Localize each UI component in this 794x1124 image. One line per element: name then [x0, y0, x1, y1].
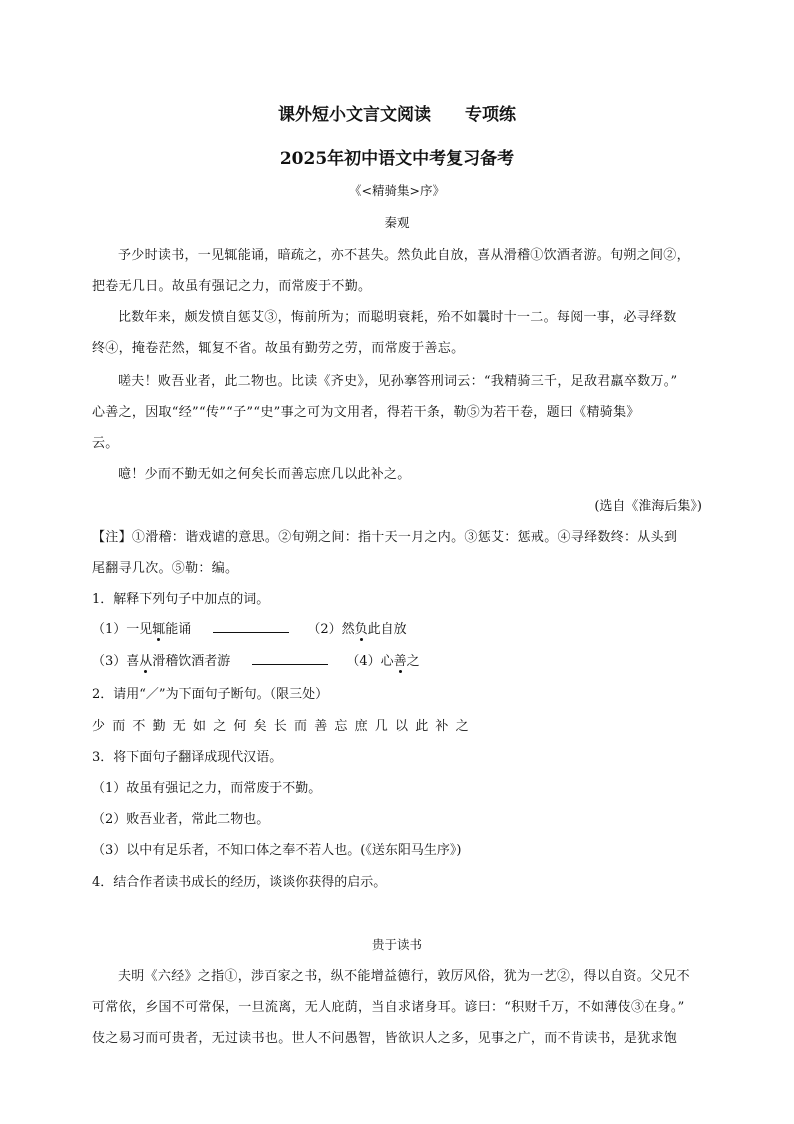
page-subtitle: 2025年初中语文中考复习备考	[279, 149, 515, 169]
dotted-word: 辄	[152, 622, 166, 637]
passage1-line: 予少时读书，一见辄能诵，暗疏之，亦不甚失。然负此自放，喜从滑稽①饮酒者游。旬朔之间②，	[118, 248, 690, 263]
passage2-line: 夫明《六经》之指①，涉百家之书，纵不能增益德行，敦厉风俗，犹为一艺②，得以自资。父兄不	[118, 969, 690, 984]
question-4-prompt: 4．结合作者读书成长的经历，谈谈你获得的启示。	[92, 875, 387, 890]
dotted-word: 负	[354, 622, 368, 637]
question-1-prompt: 1．解释下列句子中加点的词。	[92, 592, 270, 607]
question-1-item-post: 之	[406, 654, 420, 669]
passage1-note: 尾翻寻几次。⑤勒：编。	[92, 561, 239, 576]
question-3-prompt: 3．将下面句子翻译成现代汉语。	[92, 750, 283, 765]
question-1-item-post: 滑稽饮酒者游	[152, 654, 231, 669]
passage1-line: 终④，掩卷茫然，辄复不省。故虽有勤劳之劳，而常废于善忘。	[92, 341, 465, 356]
passage1-line: 把卷无几日。故虽有强记之力，而常废于不勤。	[92, 279, 372, 294]
passage1-title: 《<精骑集>序》	[349, 183, 445, 198]
passage2-title: 贵于读书	[371, 937, 422, 952]
question-1-row	[92, 618, 407, 637]
passage1-author: 秦观	[384, 215, 410, 230]
question-2-prompt: 2．请用“／”为下面句子断句。（限三处）	[92, 687, 329, 702]
question-1-item-post: 能诵	[165, 622, 192, 637]
answer-blank[interactable]	[213, 620, 289, 633]
question-1-item-pre: （2）然	[307, 622, 355, 637]
question-2-sentence: 少而不勤无如之何矣长而善忘庶几以此补之	[92, 719, 476, 734]
question-3-item: （2）败吾业者，常此二物也。	[92, 812, 270, 827]
question-1-item-pre: （3）喜	[92, 654, 140, 669]
passage1-line: 心善之，因取“经”“传”“子”“史”事之可为文用者，得若干条，勒⑤为若干卷，题曰《精骑集》	[92, 405, 640, 420]
passage2-line: 可常依，乡国不可常保，一旦流离，无人庇荫，当自求诸身耳。谚曰：“积财千万，不如薄伎③在身。”	[92, 1000, 685, 1015]
question-1-item-post: 此自放	[367, 622, 407, 637]
answer-blank[interactable]	[252, 652, 328, 665]
question-3-item: （1）故虽有强记之力，而常废于不勤。	[92, 781, 322, 796]
passage1-line: 嗟夫！败吾业者，此二物也。比读《齐史》，见孙搴答刑词云：“我精骑三千，足敌君羸卒数万。”	[118, 374, 678, 389]
dotted-word: 善	[393, 654, 407, 669]
passage2-line: 伎之易习而可贵者，无过读书也。世人不问愚智，皆欲识人之多，见事之广，而不肯读书，是犹求饱	[92, 1031, 678, 1046]
question-1-item-pre: （4）心	[346, 654, 394, 669]
passage1-line: 比数年来，颇发愤自惩艾③，悔前所为；而聪明衰耗，殆不如曩时十一二。每阅一事，必寻绎数	[118, 310, 677, 325]
passage1-source: (选自《淮海后集》)	[594, 499, 702, 514]
question-1-row	[92, 650, 420, 669]
dotted-word: 从	[139, 654, 153, 669]
passage1-note: 【注】①滑稽：谐戏谑的意思。②旬朔之间：指十天一月之内。③惩艾：惩戒。④寻绎数终：从头到	[92, 530, 678, 545]
passage1-line: 噫！少而不勤无如之何矣长而善忘庶几以此补之。	[118, 467, 411, 482]
passage1-line: 云。	[92, 436, 119, 451]
question-3-item: （3）以中有足乐者，不知口体之奉不若人也。(《送东阳马生序》)	[92, 843, 462, 858]
question-1-item-pre: （1）一见	[92, 622, 153, 637]
page-title: 课外短小文言文阅读 专项练	[278, 105, 516, 125]
